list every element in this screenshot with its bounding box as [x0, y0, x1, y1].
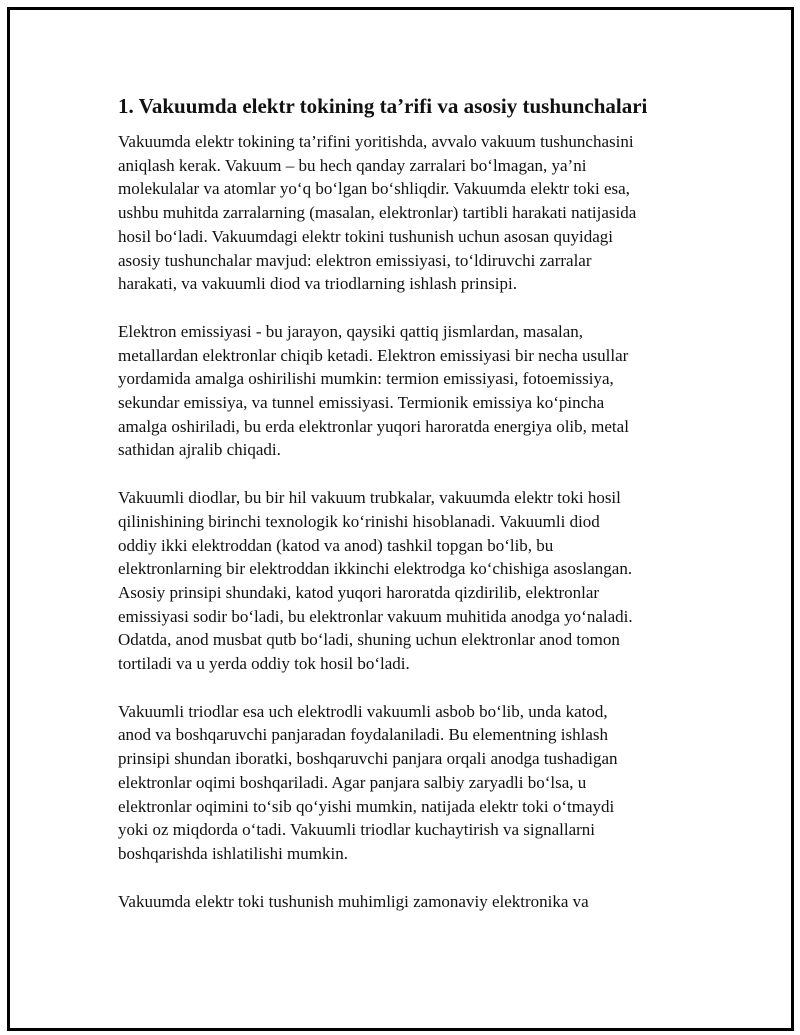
text-line: Vakuumli triodlar esa uch elektrodli vakuumli asbob bo‘lib, unda katod,: [118, 701, 608, 721]
text-line: amalga oshiriladi, bu erda elektronlar yuqori haroratda energiya olib, metal: [118, 416, 629, 436]
text-line: oddiy ikki elektroddan (katod va anod) tashkil topgan bo‘lib, bu: [118, 535, 554, 555]
text-line: prinsipi shundan iboratki, boshqaruvchi panjara orqali anodga tushadigan: [118, 749, 618, 769]
document-body: [118, 92, 688, 937]
text-line: tortiladi va u yerda oddiy tok hosil bo‘ladi.: [118, 654, 410, 674]
text-line: elektronlar oqimini to‘sib qo‘yishi mumkin, natijada elektr toki o‘tmaydi: [118, 796, 615, 816]
text-line: yoki oz miqdorda o‘tadi. Vakuumli triodlar kuchaytirish va signallarni: [118, 820, 596, 840]
text-line: anod va boshqaruvchi panjaradan foydalaniladi. Bu elementning ishlash: [118, 725, 609, 745]
paragraph-3: [118, 486, 688, 676]
text-line: Vakuumli diodlar, bu bir hil vakuum trubkalar, vakuumda elektr toki hosil: [118, 488, 621, 508]
text-line: emissiyasi sodir bo‘ladi, bu elektronlar vakuum muhitida anodga yo‘naladi.: [118, 606, 633, 626]
text-line: harakati, va vakuumli diod va triodlarning ishlash prinsipi.: [118, 274, 517, 294]
text-line: boshqarishda ishlatilishi mumkin.: [118, 843, 348, 863]
text-line: metallardan elektronlar chiqib ketadi. Elektron emissiyasi bir necha usullar: [118, 345, 629, 365]
text-line: Vakuumda elektr toki tushunish muhimligi zamonaviy elektronika va: [118, 891, 589, 911]
text-line: hosil bo‘ladi. Vakuumdagi elektr tokini tushunish uchun asosan quyidagi: [118, 226, 613, 246]
paragraph-4: [118, 700, 688, 866]
text-line: elektronlar oqimi boshqariladi. Agar panjara salbiy zaryadli bo‘lsa, u: [118, 772, 587, 792]
text-line: asosiy tushunchalar mavjud: elektron emissiyasi, to‘ldiruvchi zarralar: [118, 250, 592, 270]
text-line: aniqlash kerak. Vakuum – bu hech qanday zarralari bo‘lmagan, ya’ni: [118, 155, 587, 175]
text-line: Asosiy prinsipi shundaki, katod yuqori haroratda qizdirilib, elektronlar: [118, 582, 600, 602]
text-line: Vakuumda elektr tokining ta’rifini yoritishda, avvalo vakuum tushunchasini: [118, 132, 634, 151]
paragraph-1: [118, 130, 688, 296]
text-line: sekundar emissiya, va tunnel emissiyasi. Termionik emissiya ko‘pincha: [118, 393, 605, 413]
text-line: elektronlarning bir elektroddan ikkinchi elektrodga ko‘chishiga asoslangan.: [118, 559, 633, 579]
text-line: Odatda, anod musbat qutb bo‘ladi, shuning uchun elektronlar anod tomon: [118, 630, 620, 650]
paragraph-5: [118, 890, 688, 914]
text-line: Elektron emissiyasi - bu jarayon, qaysiki qattiq jismlardan, masalan,: [118, 321, 584, 341]
text-line: sathidan ajralib chiqadi.: [118, 440, 281, 460]
text-line: qilinishining birinchi texnologik ko‘rinishi hisoblanadi. Vakuumli diod: [118, 511, 600, 531]
text-line: yordamida amalga oshirilishi mumkin: termion emissiyasi, fotoemissiya,: [118, 369, 614, 389]
text-line: ushbu muhitda zarralarning (masalan, elektronlar) tartibli harakati natijasida: [118, 203, 637, 223]
section-heading: 1. Vakuumda elektr tokining ta’rifi va asosiy tushunchalari: [118, 94, 648, 118]
paragraph-2: [118, 320, 688, 462]
text-line: molekulalar va atomlar yo‘q bo‘lgan bo‘shliqdir. Vakuumda elektr toki esa,: [118, 179, 630, 199]
